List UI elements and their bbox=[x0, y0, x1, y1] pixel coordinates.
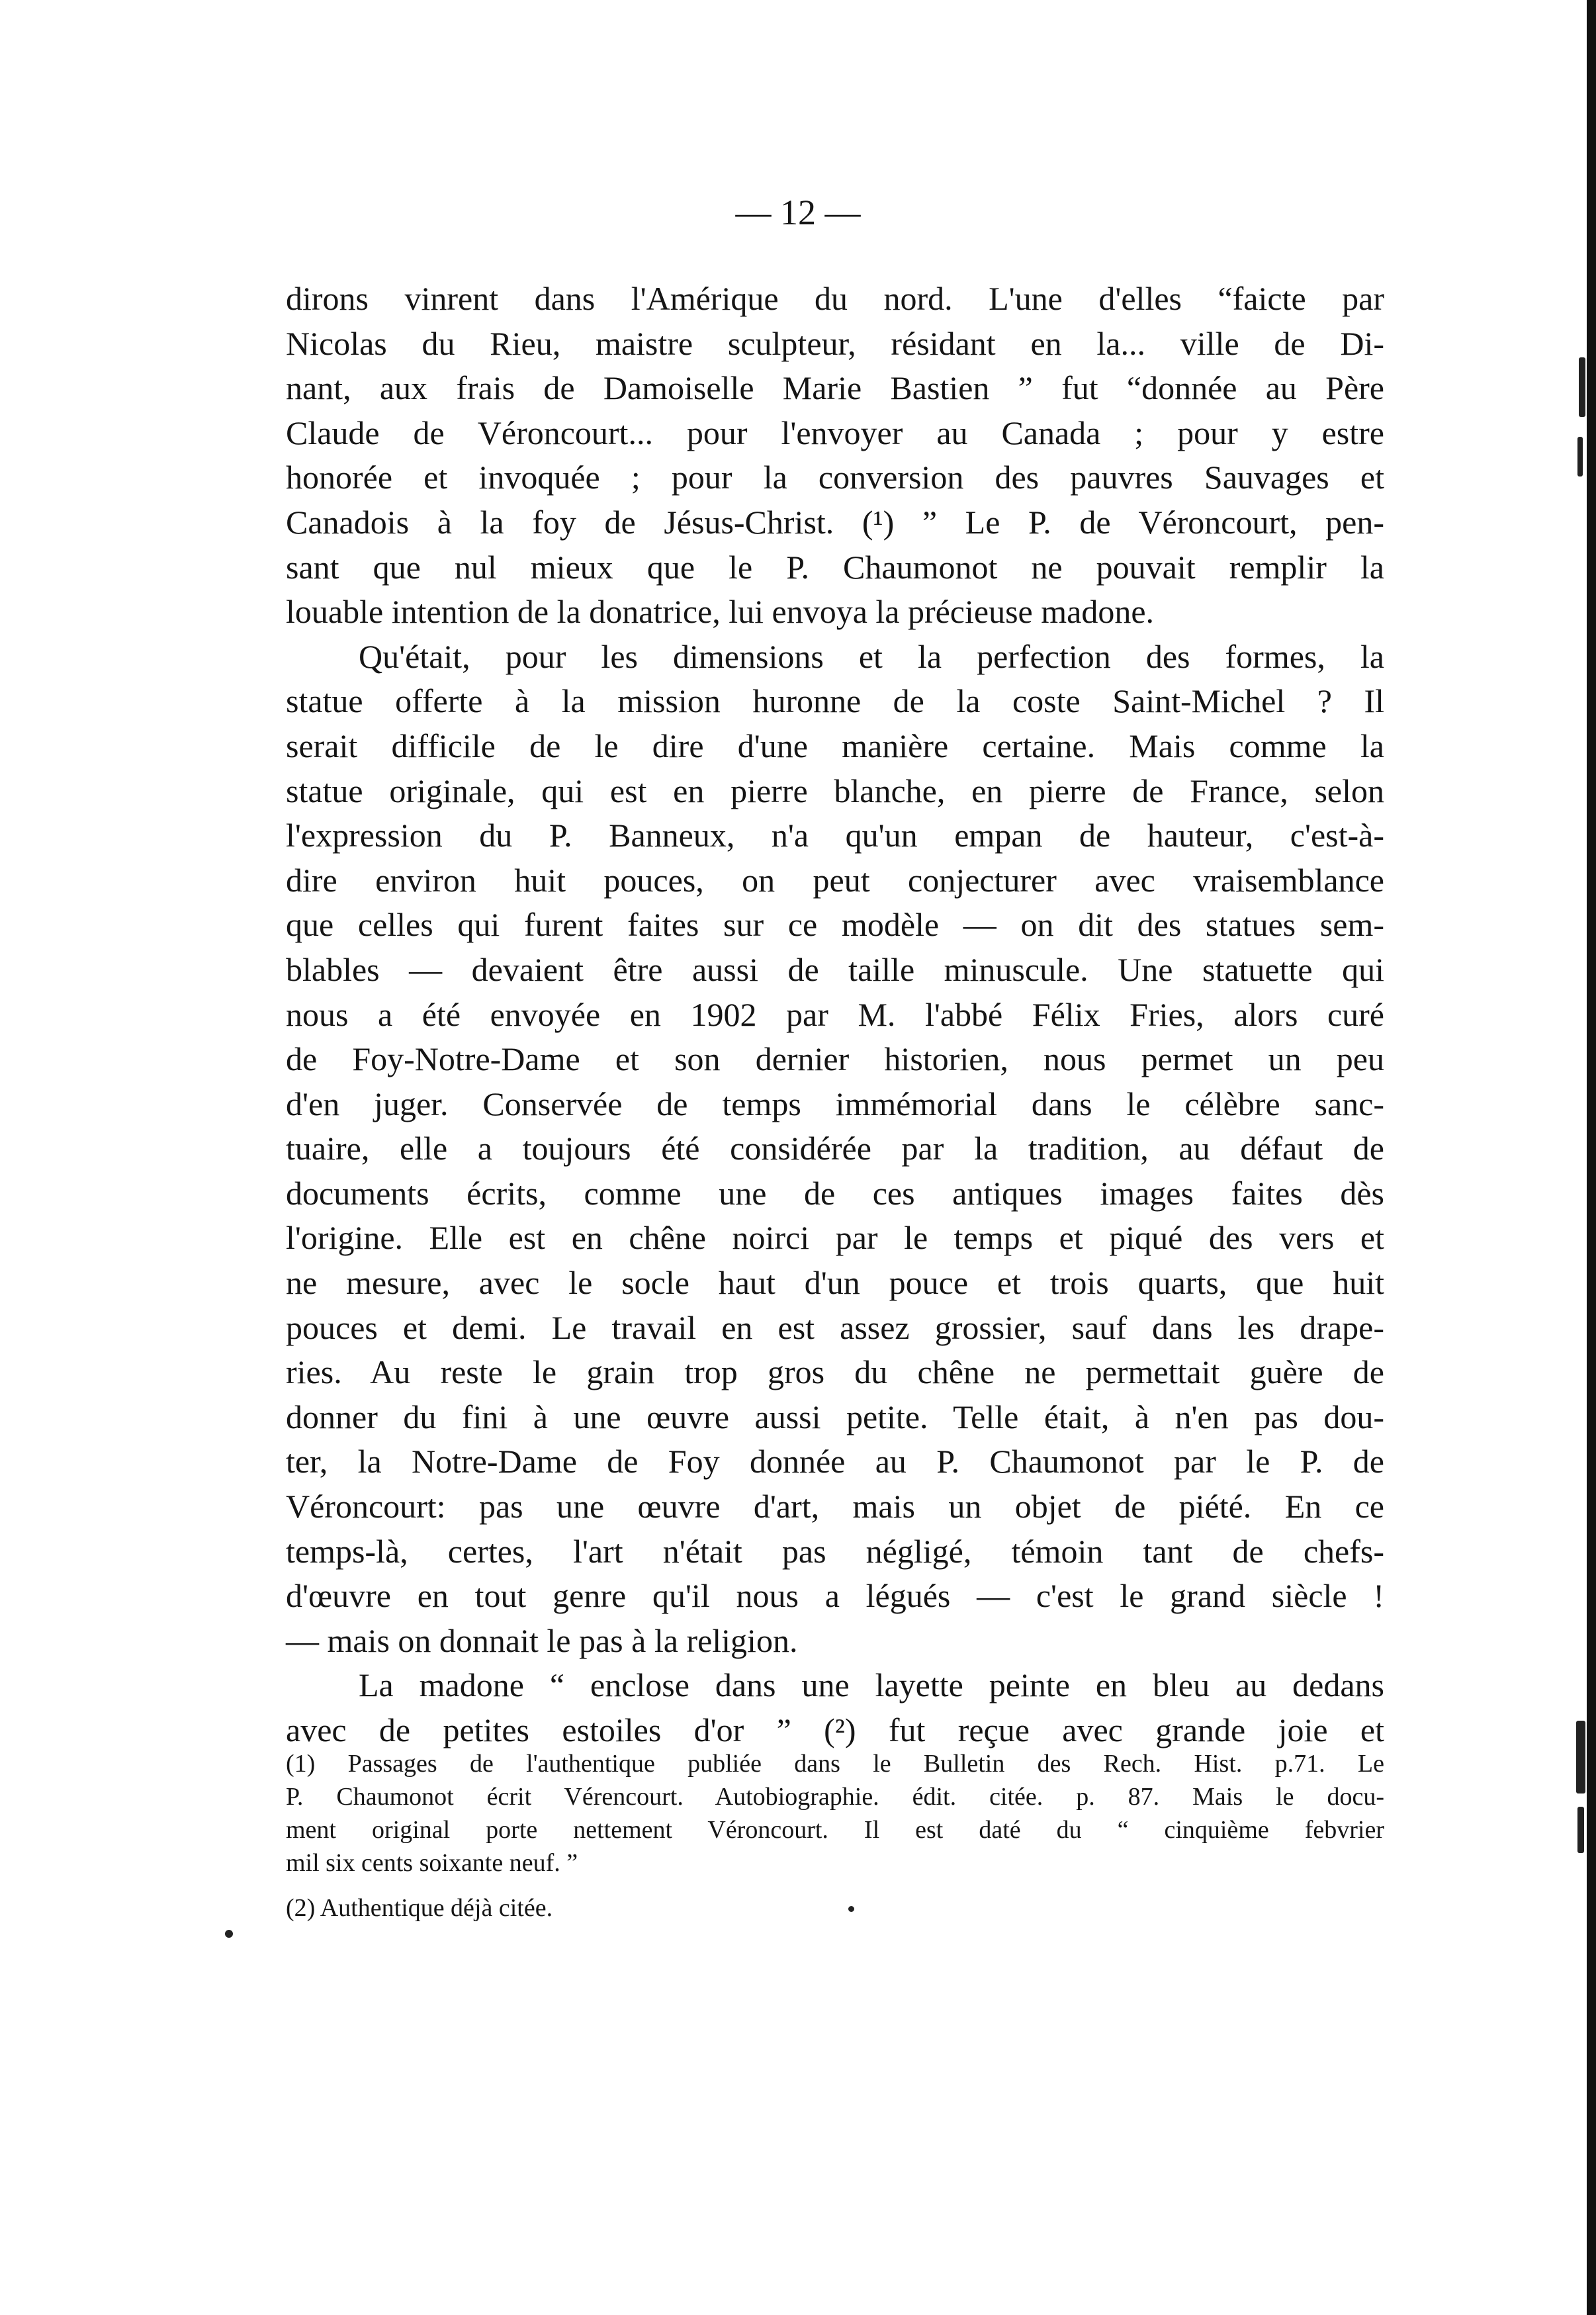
scan-edge-bar bbox=[1587, 0, 1596, 2315]
text-line: nous a été envoyée en 1902 par M. l'abbé Félix Fries, alors curé bbox=[286, 995, 1384, 1033]
text-line: d'en juger. Conservée de temps immémorial dans le célèbre sanc- bbox=[286, 1085, 1384, 1122]
page-number: — 12 — bbox=[735, 193, 861, 232]
footnote-line: P. Chaumonot écrit Vérencourt. Autobiographie. édit. citée. p. 87. Mais le docu- bbox=[286, 1783, 1384, 1811]
text-line: ries. Au reste le grain trop gros du chêne ne permettait guère de bbox=[286, 1353, 1384, 1391]
footnote-line: ment original porte nettement Véroncourt. Il est daté du “ cinquième febvrier bbox=[286, 1816, 1384, 1844]
text-line: Véroncourt: pas une œuvre d'art, mais un objet de piété. En ce bbox=[286, 1488, 1384, 1525]
text-line: sant que nul mieux que le P. Chaumonot ne pouvait remplir la bbox=[286, 548, 1384, 586]
text-line: — mais on donnait le pas à la religion. bbox=[286, 1621, 798, 1659]
footnotes bbox=[286, 1747, 1384, 1925]
text-line: blables — devaient être aussi de taille minuscule. Une statuette qui bbox=[286, 950, 1384, 988]
text-line: dirons vinrent dans l'Amérique du nord. L'une d'elles “faicte par bbox=[286, 280, 1384, 317]
scan-edge-mark bbox=[1579, 357, 1585, 417]
scan-edge-mark bbox=[1577, 437, 1583, 477]
text-line: documents écrits, comme une de ces antiques images faites dès bbox=[286, 1174, 1384, 1212]
text-line: statue originale, qui est en pierre blanche, en pierre de France, selon bbox=[286, 772, 1384, 809]
text-line: La madone “ enclose dans une layette peinte en bleu au dedans bbox=[359, 1666, 1384, 1704]
text-line: ne mesure, avec le socle haut d'un pouce et trois quarts, que huit bbox=[286, 1264, 1384, 1302]
text-line: Claude de Véroncourt... pour l'envoyer au Canada ; pour y estre bbox=[286, 414, 1384, 451]
text-line: Canadois à la foy de Jésus-Christ. (¹) ” Le P. de Véroncourt, pen- bbox=[286, 503, 1384, 541]
text-line: Qu'était, pour les dimensions et la perfection des formes, la bbox=[359, 637, 1384, 675]
text-line: nant, aux frais de Damoiselle Marie Bastien ” fut “donnée au Père bbox=[286, 369, 1384, 407]
text-line: serait difficile de le dire d'une manière certaine. Mais comme la bbox=[286, 727, 1384, 764]
text-line: l'origine. Elle est en chêne noirci par le temps et piqué des vers et bbox=[286, 1219, 1384, 1257]
text-line: que celles qui furent faites sur ce modèle — on dit des statues sem- bbox=[286, 906, 1384, 944]
scan-edge-mark bbox=[1577, 1807, 1584, 1853]
text-line: avec de petites estoiles d'or ” (²) fut reçue avec grande joie et bbox=[286, 1711, 1384, 1748]
text-line: temps-là, certes, l'art n'était pas négligé, témoin tant de chefs- bbox=[286, 1532, 1384, 1570]
text-line: ter, la Notre-Dame de Foy donnée au P. Chaumonot par le P. de bbox=[286, 1443, 1384, 1480]
text-line: de Foy-Notre-Dame et son dernier historien, nous permet un peu bbox=[286, 1040, 1384, 1078]
text-line: tuaire, elle a toujours été considérée par la tradition, au défaut de bbox=[286, 1130, 1384, 1167]
text-line: pouces et demi. Le travail en est assez grossier, sauf dans les drape- bbox=[286, 1308, 1384, 1346]
text-line: louable intention de la donatrice, lui envoya la précieuse madone. bbox=[286, 593, 1155, 631]
text-line: honorée et invoquée ; pour la conversion des pauvres Sauvages et bbox=[286, 459, 1384, 496]
footnote-2: (2) Authentique déjà citée. bbox=[286, 1894, 553, 1922]
text-line: dire environ huit pouces, on peut conjecturer avec vraisemblance bbox=[286, 861, 1384, 899]
footnote-line: (1) Passages de l'authentique publiée dans le Bulletin des Rech. Hist. p.71. Le bbox=[286, 1750, 1384, 1778]
scan-speck bbox=[225, 1930, 233, 1938]
text-line: Nicolas du Rieu, maistre sculpteur, résidant en la... ville de Di- bbox=[286, 324, 1384, 362]
body-text bbox=[286, 277, 1384, 1753]
text-line: donner du fini à une œuvre aussi petite. Telle était, à n'en pas dou- bbox=[286, 1398, 1384, 1435]
text-line: d'œuvre en tout genre qu'il nous a légués — c'est le grand siècle ! bbox=[286, 1577, 1384, 1615]
scan-speck bbox=[848, 1906, 854, 1912]
text-line: statue offerte à la mission huronne de la coste Saint-Michel ? Il bbox=[286, 682, 1384, 720]
text-line: l'expression du P. Banneux, n'a qu'un empan de hauteur, c'est-à- bbox=[286, 817, 1384, 854]
footnote-line: mil six cents soixante neuf. ” bbox=[286, 1849, 578, 1877]
scan-edge-mark bbox=[1576, 1721, 1585, 1793]
